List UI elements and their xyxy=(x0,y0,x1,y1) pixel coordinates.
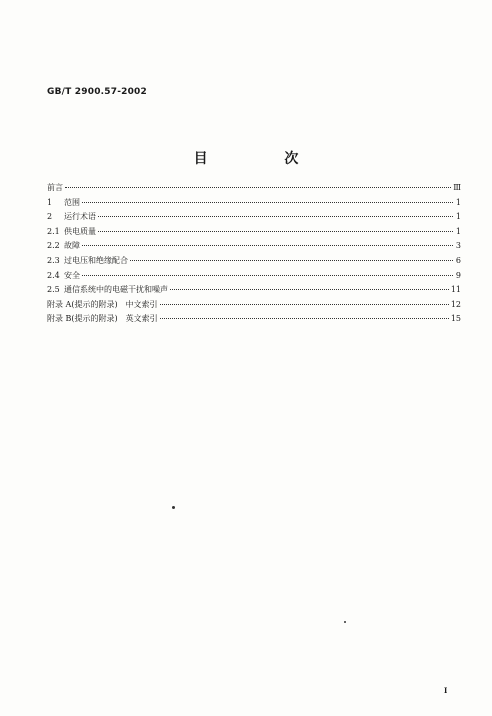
standard-code-header: GB/T 2900.57-2002 xyxy=(47,87,147,97)
toc-entry-foreword[interactable] xyxy=(47,182,461,197)
toc-section-number: 2.4 xyxy=(47,270,60,280)
toc-leader-dots xyxy=(82,245,453,246)
table-of-contents xyxy=(47,182,461,328)
toc-entry-appendix-b[interactable] xyxy=(47,313,461,328)
page-number: Ⅰ xyxy=(444,686,448,695)
toc-leader-dots xyxy=(82,275,453,276)
toc-section-number: 2.5 xyxy=(47,285,60,295)
toc-leader-dots xyxy=(98,216,453,217)
toc-page-number: 6 xyxy=(455,255,461,265)
toc-page-number: 1 xyxy=(455,226,461,236)
page-title: 目 次 xyxy=(193,151,335,167)
toc-leader-dots xyxy=(65,187,451,188)
toc-leader-dots xyxy=(170,289,449,290)
toc-label: 故障 xyxy=(64,241,80,251)
toc-label: 通信系统中的电磁干扰和噪声 xyxy=(64,285,168,295)
toc-leader-dots xyxy=(160,304,449,305)
toc-page-number: 1 xyxy=(455,197,461,207)
toc-section-number: 2 xyxy=(47,212,53,222)
toc-entry-power-quality[interactable] xyxy=(47,226,461,241)
toc-page-number: 15 xyxy=(450,314,461,324)
toc-label: 供电质量 xyxy=(64,226,96,236)
toc-label: 附录 A(提示的附录) 中文索引 xyxy=(47,299,158,309)
toc-entry-safety[interactable] xyxy=(47,270,461,285)
toc-section-number: 2.1 xyxy=(47,226,60,236)
toc-page-number: 9 xyxy=(455,270,461,280)
toc-page-number: 11 xyxy=(450,285,461,295)
toc-label: 安全 xyxy=(64,270,80,280)
toc-entry-appendix-a[interactable] xyxy=(47,299,461,314)
toc-page-number: Ⅲ xyxy=(453,183,461,192)
toc-page-number: 1 xyxy=(455,212,461,222)
toc-label: 前言 xyxy=(47,183,63,192)
toc-entry-scope[interactable] xyxy=(47,197,461,212)
toc-page-number: 3 xyxy=(455,241,461,251)
toc-label: 范围 xyxy=(64,197,80,207)
toc-label: 过电压和绝缘配合 xyxy=(64,255,128,265)
toc-entry-emi-noise[interactable] xyxy=(47,284,461,299)
toc-entry-faults[interactable] xyxy=(47,240,461,255)
toc-leader-dots xyxy=(130,260,453,261)
toc-page-number: 12 xyxy=(450,299,461,309)
toc-section-number: 2.3 xyxy=(47,255,60,265)
toc-label: 运行术语 xyxy=(64,212,96,222)
toc-leader-dots xyxy=(160,318,449,319)
toc-section-number: 1 xyxy=(47,197,53,207)
toc-entry-operation-terms[interactable] xyxy=(47,211,461,226)
scan-speck xyxy=(344,621,346,623)
scan-speck xyxy=(172,506,175,509)
toc-leader-dots xyxy=(98,231,453,232)
toc-leader-dots xyxy=(82,202,453,203)
toc-section-number: 2.2 xyxy=(47,241,60,251)
toc-entry-overvoltage[interactable] xyxy=(47,255,461,270)
toc-label: 附录 B(提示的附录) 英文索引 xyxy=(47,314,158,324)
